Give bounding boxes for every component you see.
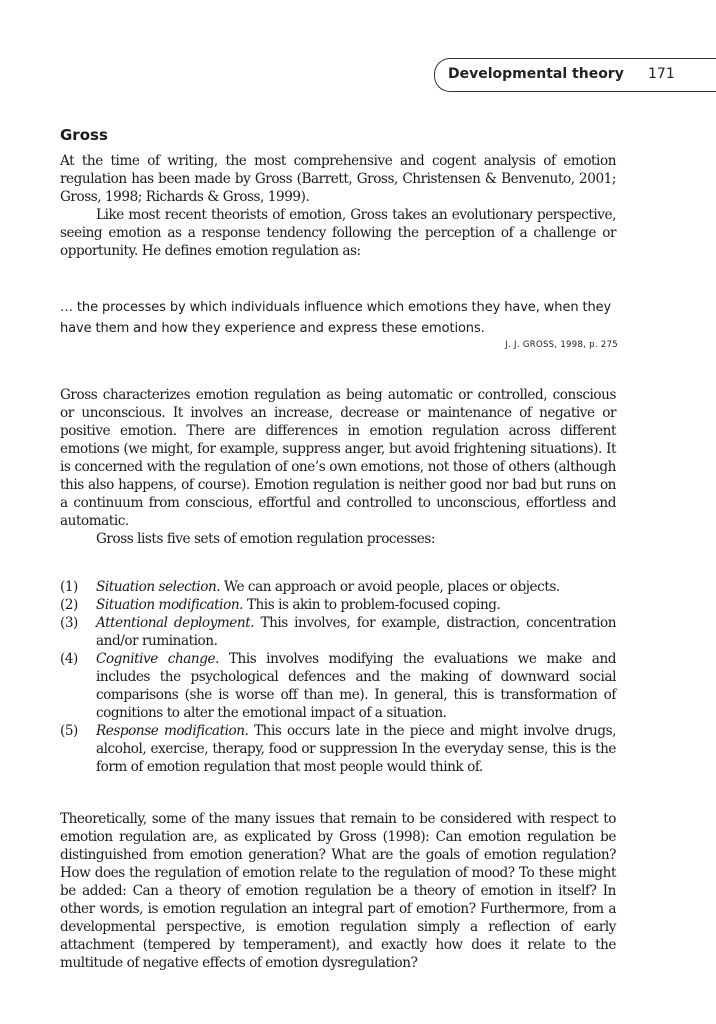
paragraph-characterization: Gross characterizes emotion regulation as being automatic or controlled, conscious or unconscious. It involves an increase, decrease or maintenance of negative or positive emotion. There are differences in emotion regulation across different emotions (we might, for example, suppress anger, but avoid frightening situations). It is concerned with the regulation of one’s own emotions, not those of others (although this also happens, of course). Emotion regulation is neither good nor bad but runs on a continuum from conscious, effortful and controlled to unconscious, effortless and automatic. bbox=[60, 387, 616, 529]
paragraph-list-intro: Gross lists five sets of emotion regulation processes: bbox=[96, 531, 435, 547]
list-item-term: Attentional deployment. bbox=[96, 615, 255, 631]
list-item bbox=[60, 596, 616, 614]
list-item-text: This involves, for example, distraction, concentration and/or rumination. bbox=[96, 615, 617, 649]
paragraph-evolutionary: Like most recent theorists of emotion, Gross takes an evolutionary perspective, seeing emotion as a response tendency following the perception of a challenge or opportunity. He defines emotion regulation as: bbox=[60, 207, 616, 259]
list-item bbox=[60, 722, 616, 776]
list-item-text: This involves modifying the evaluations we make and includes the psychological defences and the making of downward social comparisons (she is worse off than me). In general, this is transformation of cognitions to alter the emotional impact of a situation. bbox=[96, 651, 616, 721]
process-list bbox=[60, 578, 616, 776]
quote-citation: J. J. GROSS, 1998, p. 275 bbox=[505, 340, 618, 350]
section-heading: Gross bbox=[60, 126, 108, 144]
paragraph-issues: Theoretically, some of the many issues that remain to be considered with respect to emotion regulation are, as explicated by Gross (1998): Can emotion regulation be distinguished from emotion generation? What are the goals of emotion regulation? How does the regulation of emotion relate to the regulation of mood? To these might be added: Can a theory of emotion regulation be a theory of emotion in itself? In other words, is emotion regulation an integral part of emotion? Furthermore, from a developmental perspective, is emotion regulation simply a reflection of early attachment (tempered by temperament), and exactly how does it relate to the multitude of negative effects of emotion dysregulation? bbox=[60, 811, 616, 971]
list-item-term: Cognitive change. bbox=[96, 651, 219, 667]
list-item-term: Response modification. bbox=[96, 723, 249, 739]
list-item-term: Situation modification. bbox=[96, 597, 243, 613]
list-item-number: (1) bbox=[60, 579, 78, 595]
list-item-text: We can approach or avoid people, places or objects. bbox=[224, 579, 560, 595]
paragraph-intro: At the time of writing, the most comprehensive and cogent analysis of emotion regulation has been made by Gross (Barrett, Gross, Christensen & Benvenuto, 2001; Gross, 1998; Richards & Gross, 1999). bbox=[60, 153, 616, 205]
list-item-number: (5) bbox=[60, 723, 78, 739]
list-item-number: (2) bbox=[60, 597, 78, 613]
characterization-block bbox=[60, 386, 616, 548]
intro-block bbox=[60, 152, 616, 260]
running-title: Developmental theory bbox=[448, 66, 624, 82]
list-item bbox=[60, 578, 616, 596]
list-item-text: This is akin to problem-focused coping. bbox=[246, 597, 501, 613]
list-item-term: Situation selection. bbox=[96, 579, 221, 595]
block-quote: … the processes by which individuals influence which emotions they have, when they have them and how they experience and express these emotions. bbox=[60, 300, 612, 336]
list-item-number: (4) bbox=[60, 651, 78, 667]
issues-block bbox=[60, 810, 616, 972]
page-number: 171 bbox=[648, 66, 675, 82]
list-item bbox=[60, 650, 616, 722]
list-item-text: This occurs late in the piece and might involve drugs, alcohol, exercise, therapy, food or suppression In the everyday sense, this is the form of emotion regulation that most people would think of. bbox=[96, 723, 616, 775]
list-item bbox=[60, 614, 616, 650]
list-item-number: (3) bbox=[60, 615, 78, 631]
